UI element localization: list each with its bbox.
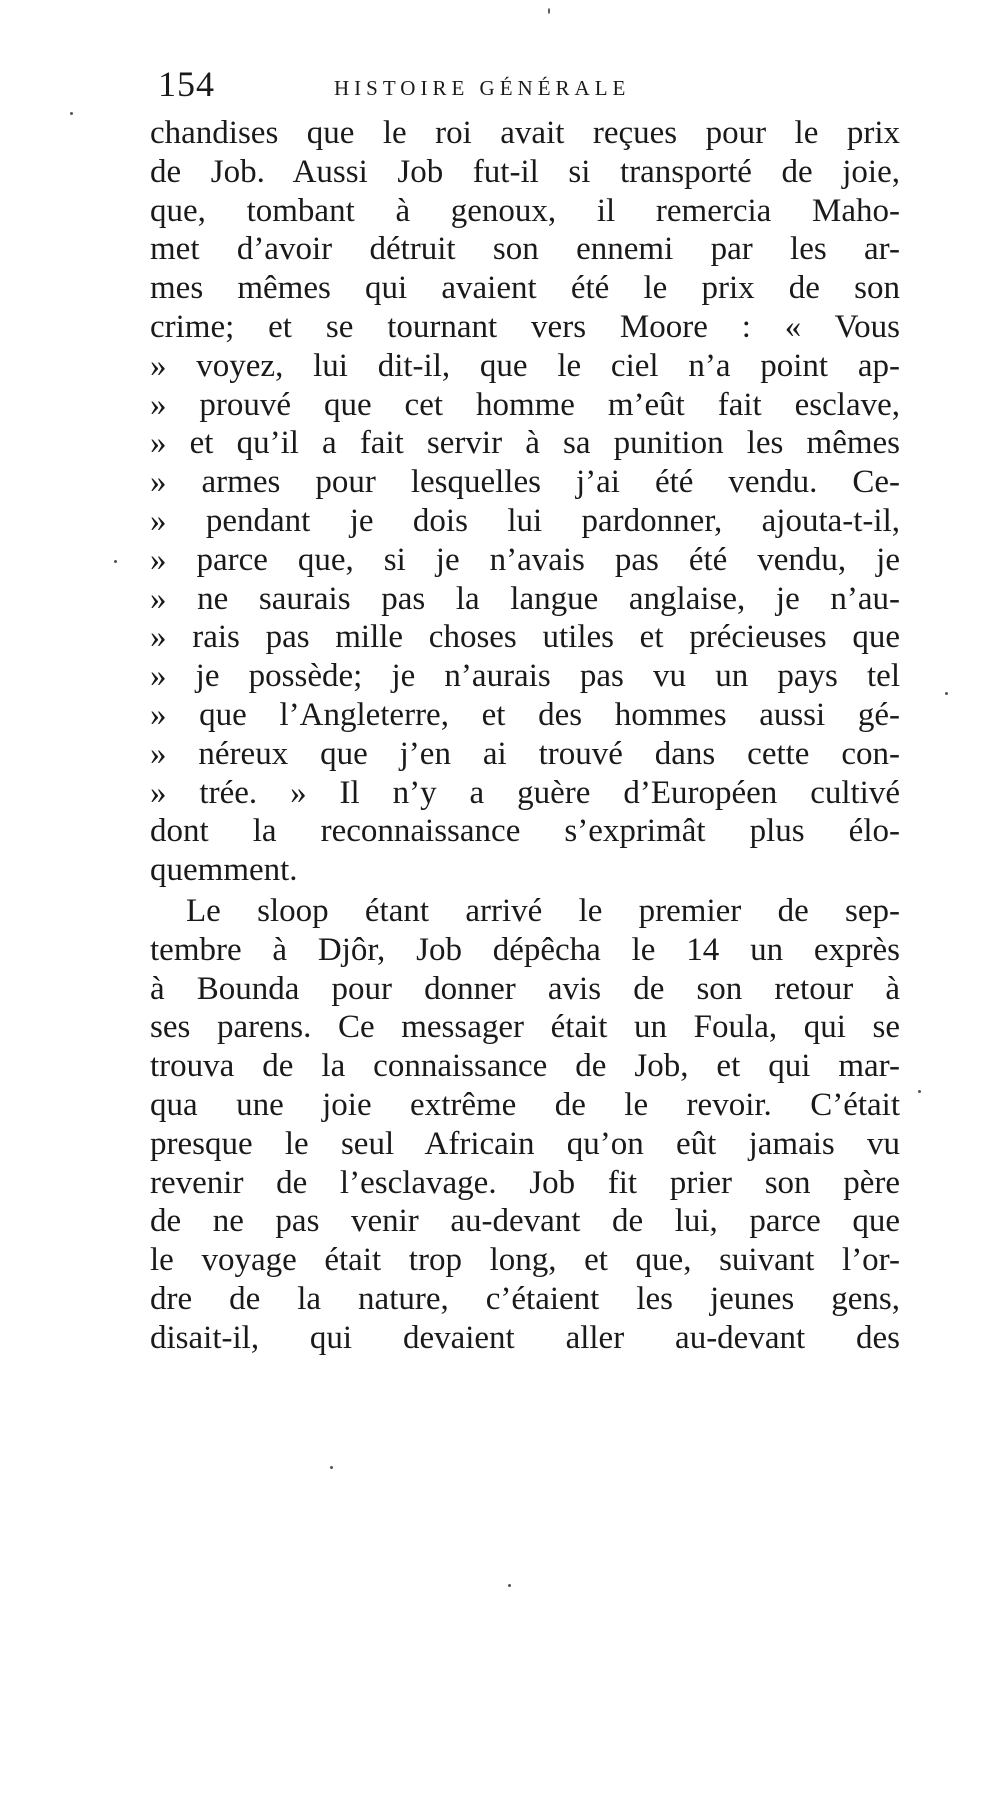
text-line: à Bounda pour donner avis de son retour à: [150, 970, 900, 1007]
scan-speck: [70, 112, 73, 115]
text-line: » et qu’il a fait servir à sa punition les mêmes: [150, 425, 900, 462]
text-line: disait-il, qui devaient aller au-devant des: [150, 1319, 900, 1356]
running-head: HISTOIRE GÉNÉRALE: [334, 76, 631, 100]
page-header: [158, 58, 898, 110]
text-line: » je possède; je n’aurais pas vu un pays tel: [150, 658, 900, 695]
text-line: » rais pas mille choses utiles et précieuses que: [150, 619, 900, 656]
page-number: 154: [158, 64, 215, 104]
text-line: » voyez, lui dit-il, que le ciel n’a point ap-: [150, 347, 900, 384]
body-text: [150, 114, 900, 1358]
text-line: » pendant je dois lui pardonner, ajouta-t-il,: [150, 502, 900, 539]
text-line: dont la reconnaissance s’exprimât plus élo-: [150, 813, 900, 850]
scan-speck: [330, 1466, 333, 1469]
scan-speck: [945, 692, 948, 695]
text-line: presque le seul Africain qu’on eût jamais vu: [150, 1125, 900, 1162]
text-line: trouva de la connaissance de Job, et qui mar-: [150, 1048, 900, 1085]
text-line: » trée. » Il n’y a guère d’Européen cultivé: [150, 774, 900, 811]
text-line: quemment.: [150, 852, 298, 889]
text-line: ses parens. Ce messager était un Foula, qui se: [150, 1009, 900, 1046]
scan-speck: [548, 8, 550, 14]
paragraph-2: [150, 892, 900, 1358]
text-line: » que l’Angleterre, et des hommes aussi gé-: [150, 696, 900, 733]
text-line: » ne saurais pas la langue anglaise, je n’au-: [150, 580, 900, 617]
text-line: de Job. Aussi Job fut-il si transporté de joie,: [150, 153, 900, 190]
text-line: que, tombant à genoux, il remercia Maho-: [150, 192, 900, 229]
text-line: dre de la nature, c’étaient les jeunes gens,: [150, 1280, 900, 1317]
text-line: » armes pour lesquelles j’ai été vendu. Ce-: [150, 464, 900, 501]
text-line: chandises que le roi avait reçues pour le prix: [150, 115, 900, 151]
paragraph-1: [150, 114, 900, 890]
text-line: » néreux que j’en ai trouvé dans cette con-: [150, 735, 900, 772]
text-line: met d’avoir détruit son ennemi par les ar-: [150, 231, 900, 268]
text-line: » parce que, si je n’avais pas été vendu, je: [150, 541, 900, 578]
text-line: le voyage était trop long, et que, suivant l’or-: [150, 1242, 900, 1279]
scan-speck: [508, 1584, 511, 1587]
text-line: qua une joie extrême de le revoir. C’était: [150, 1086, 900, 1123]
text-line: » prouvé que cet homme m’eût fait esclave,: [150, 386, 900, 423]
text-line: mes mêmes qui avaient été le prix de son: [150, 270, 900, 307]
text-line: de ne pas venir au-devant de lui, parce que: [150, 1203, 900, 1240]
text-line: Le sloop étant arrivé le premier de sep-: [186, 892, 900, 929]
scan-speck: [114, 560, 117, 563]
text-line: tembre à Djôr, Job dépêcha le 14 un exprès: [150, 931, 900, 968]
text-line: crime; et se tournant vers Moore : « Vous: [150, 308, 900, 345]
text-line: revenir de l’esclavage. Job fit prier son père: [150, 1164, 900, 1201]
scan-speck: [918, 1090, 921, 1093]
